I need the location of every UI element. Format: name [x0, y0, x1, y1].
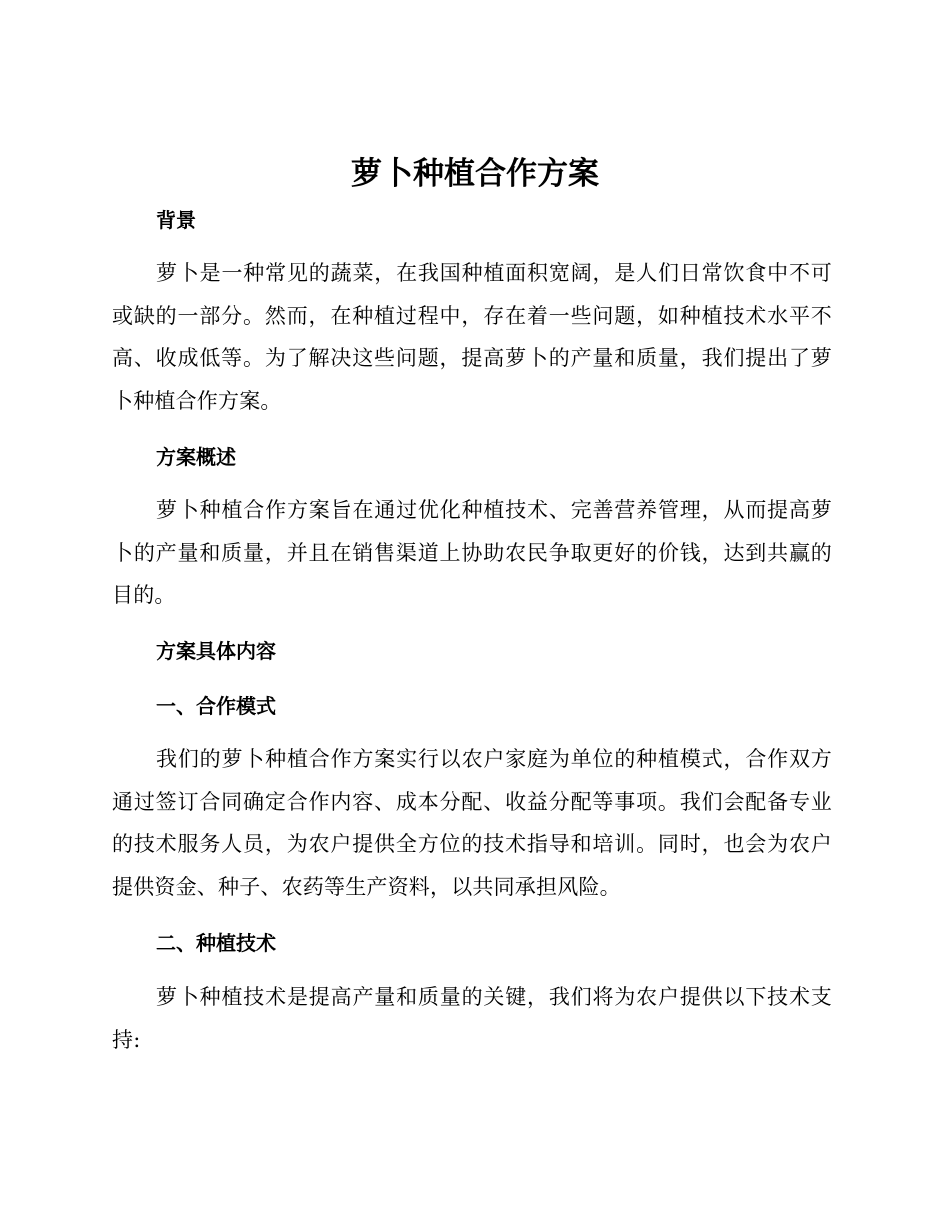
- section-heading-details: 方案具体内容: [156, 639, 276, 663]
- section-heading-background: 背景: [156, 208, 196, 232]
- section-paragraph-cooperation-mode: 我们的萝卜种植合作方案实行以农户家庭为单位的种植模式，合作双方通过签订合同确定合作内容、成本分配、收益分配等事项。我们会配备专业的技术服务人员，为农户提供全方位的技术指导和培训。同时，也会为农户提供资金、种子、农药等生产资料，以共同承担风险。: [112, 747, 832, 899]
- section-heading-planting-technique: 二、种植技术: [156, 931, 276, 955]
- section-heading-cooperation-mode: 一、合作模式: [156, 694, 276, 718]
- document-title: 萝卜种植合作方案: [351, 156, 599, 192]
- section-paragraph-background: 萝卜是一种常见的蔬菜，在我国种植面积宽阔，是人们日常饮食中不可或缺的一部分。然而，在种植过程中，存在着一些问题，如种植技术水平不高、收成低等。为了解决这些问题，提高萝卜的产量和质量，我们提出了萝卜种植合作方案。: [112, 261, 832, 413]
- section-paragraph-planting-technique: 萝卜种植技术是提高产量和质量的关键，我们将为农户提供以下技术支持:: [112, 985, 832, 1052]
- section-paragraph-overview: 萝卜种植合作方案旨在通过优化种植技术、完善营养管理，从而提高萝卜的产量和质量，并且在销售渠道上协助农民争取更好的价钱，达到共赢的目的。: [112, 498, 832, 607]
- section-heading-overview: 方案概述: [156, 445, 236, 469]
